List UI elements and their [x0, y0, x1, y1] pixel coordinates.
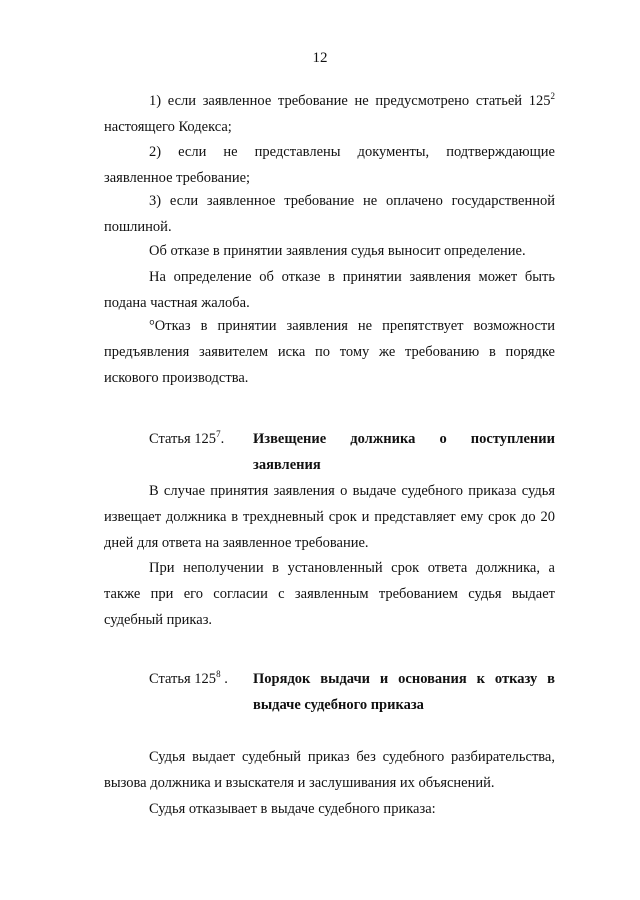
paragraph-private-complaint: На определение об отказе в принятии заявления может быть подана частная жалоба. — [104, 269, 555, 311]
article-number: Статья $125^7$. — [149, 429, 225, 447]
paragraph-refusal-no-obstacle: °Отказ в принятии заявления не препятствует возможности предъявления заявителем иска по тому же требованию в порядке искового производства. — [104, 318, 555, 386]
paragraph-refuses-issue: Судья отказывает в выдаче судебного приказа: — [149, 801, 436, 817]
paragraph-debtor-notice: В случае принятия заявления о выдаче судебного приказа судья извещает должника в трехдневный срок и представляет ему срок до 20 дней для ответа на заявленное требование. — [104, 483, 555, 551]
article-title: Порядок выдачи и основания к отказу в выдаче судебного приказа — [253, 671, 555, 713]
paragraph-item-2: 2) если не представлены документы, подтверждающие заявленное требование; — [104, 144, 555, 186]
superscript: 2 — [550, 91, 555, 102]
article-heading-125-7 — [104, 426, 555, 478]
paragraph-issue-without-trial: Судья выдает судебный приказ без судебного разбирательства, вызова должника и взыскателя и заслушивания их объяснений. — [104, 749, 555, 791]
paragraph-refusal-ruling: Об отказе в принятии заявления судья выносит определение. — [149, 243, 526, 259]
article-title: Извещение должника о поступлении заявления — [253, 431, 555, 473]
article-heading-125-8 — [104, 666, 555, 718]
paragraph-item-1: 1) если заявленное требование не предусмотрено статьей $125^2$ настоящего Кодекса; — [104, 91, 555, 135]
paragraph-no-response: При неполучении в установленный срок ответа должника, а также при его согласии с заявленным требованием судья выдает судебный приказ. — [104, 560, 555, 628]
paragraph-item-3: 3) если заявленное требование не оплачено государственной пошлиной. — [104, 193, 555, 235]
page-number: 12 — [312, 50, 328, 66]
article-number: Статья $125^8$ . — [149, 669, 228, 687]
